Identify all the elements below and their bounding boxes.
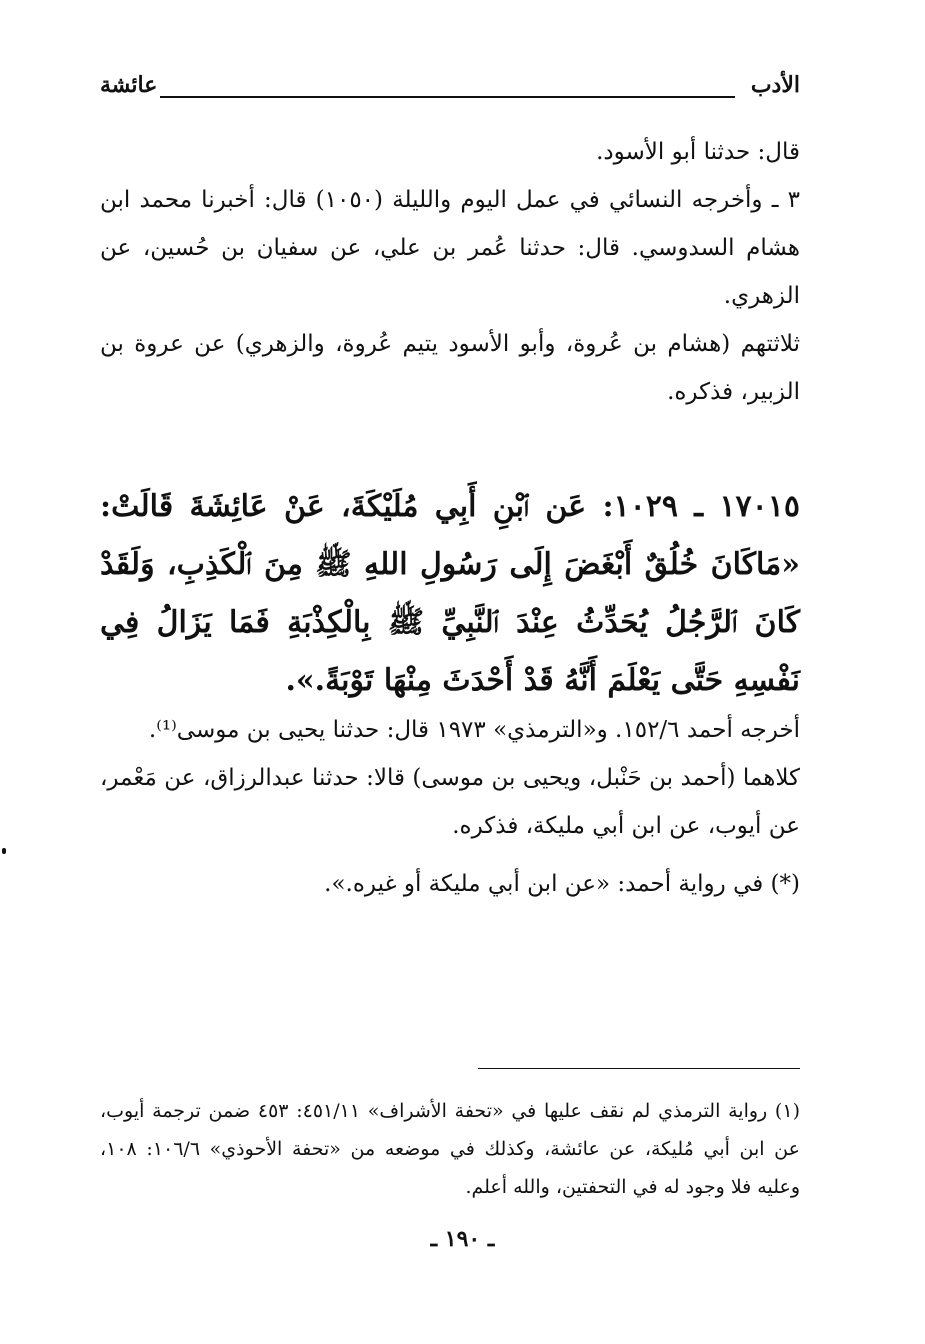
paragraph-3: ثلاثتهم (هشام بن عُروة، وأبو الأسود يتيم عُروة، والزهري) عن عروة بن الزبير، فذكره. [100,331,800,405]
footnotes [100,1092,800,1206]
paragraph-5: كلاهما (أحمد بن حَنْبل، ويحيى بن موسى) قالا: حدثنا عبدالرزاق، عن مَعْمر، عن أيوب، عن ابن أبي مليكة، فذكره. [100,765,800,839]
header-section-title: الأدب [750,72,800,98]
page-number: ـ ١٩٠ ـ [430,1226,495,1252]
main-text-lower [100,706,800,908]
margin-mark [2,848,6,854]
hadith-block [100,478,800,710]
paragraph-2: ٣ ـ وأخرجه النسائي في عمل اليوم والليلة (١٠٥٠) قال: أخبرنا محمد ابن هشام السدوسي. قال: حدثنا عُمر بن علي، عن سفيان بن حُسين، عن الزهري. [100,187,800,309]
variant-note: (*) في رواية أحمد: «عن ابن أبي مليكة أو غيره.». [324,871,800,897]
hadith-text: ١٧٠١٥ ـ ١٠٢٩: عَن ٱبْنِ أَبِي مُلَيْكَةَ، عَنْ عَائِشَةَ قَالَتْ: «مَاكَانَ خُلُقٌ أَبْغَضَ إِلَى رَسُولِ اللهِ ﷺ مِنَ ٱلْكَذِبِ، وَلَقَدْ كَانَ ٱلرَّجُلُ يُحَدِّثُ عِنْدَ ٱلنَّبِيِّ ﷺ بِالْكِذْبَةِ فَمَا يَزَالُ فِي نَفْسِهِ حَتَّى يَعْلَمَ أَنَّهُ قَدْ أَحْدَثَ مِنْهَا تَوْبَةً.». [100,489,800,698]
paragraph-4: أخرجه أحمد ١٥٢/٦. و«الترمذي» ١٩٧٣ قال: حدثنا يحيى بن موسى⁽¹⁾. [148,717,800,743]
footnote-separator [478,1068,800,1069]
header-rule [160,96,735,98]
main-text-upper [100,128,800,416]
paragraph-1: قال: حدثنا أبو الأسود. [596,139,800,165]
header-chapter-title: عائشة [100,72,158,98]
running-header [100,72,800,108]
footnote-1: (١) رواية الترمذي لم نقف عليها في «تحفة الأشراف» ٤٥١/١١: ٤٥٣ ضمن ترجمة أيوب، عن ابن أبي مُليكة، عن عائشة، وكذلك في موضعه من «تحفة الأحوذي» ١٠٦/٦: ١٠٨، وعليه فلا وجود له في التحفتين، والله أعلم. [100,1100,800,1198]
